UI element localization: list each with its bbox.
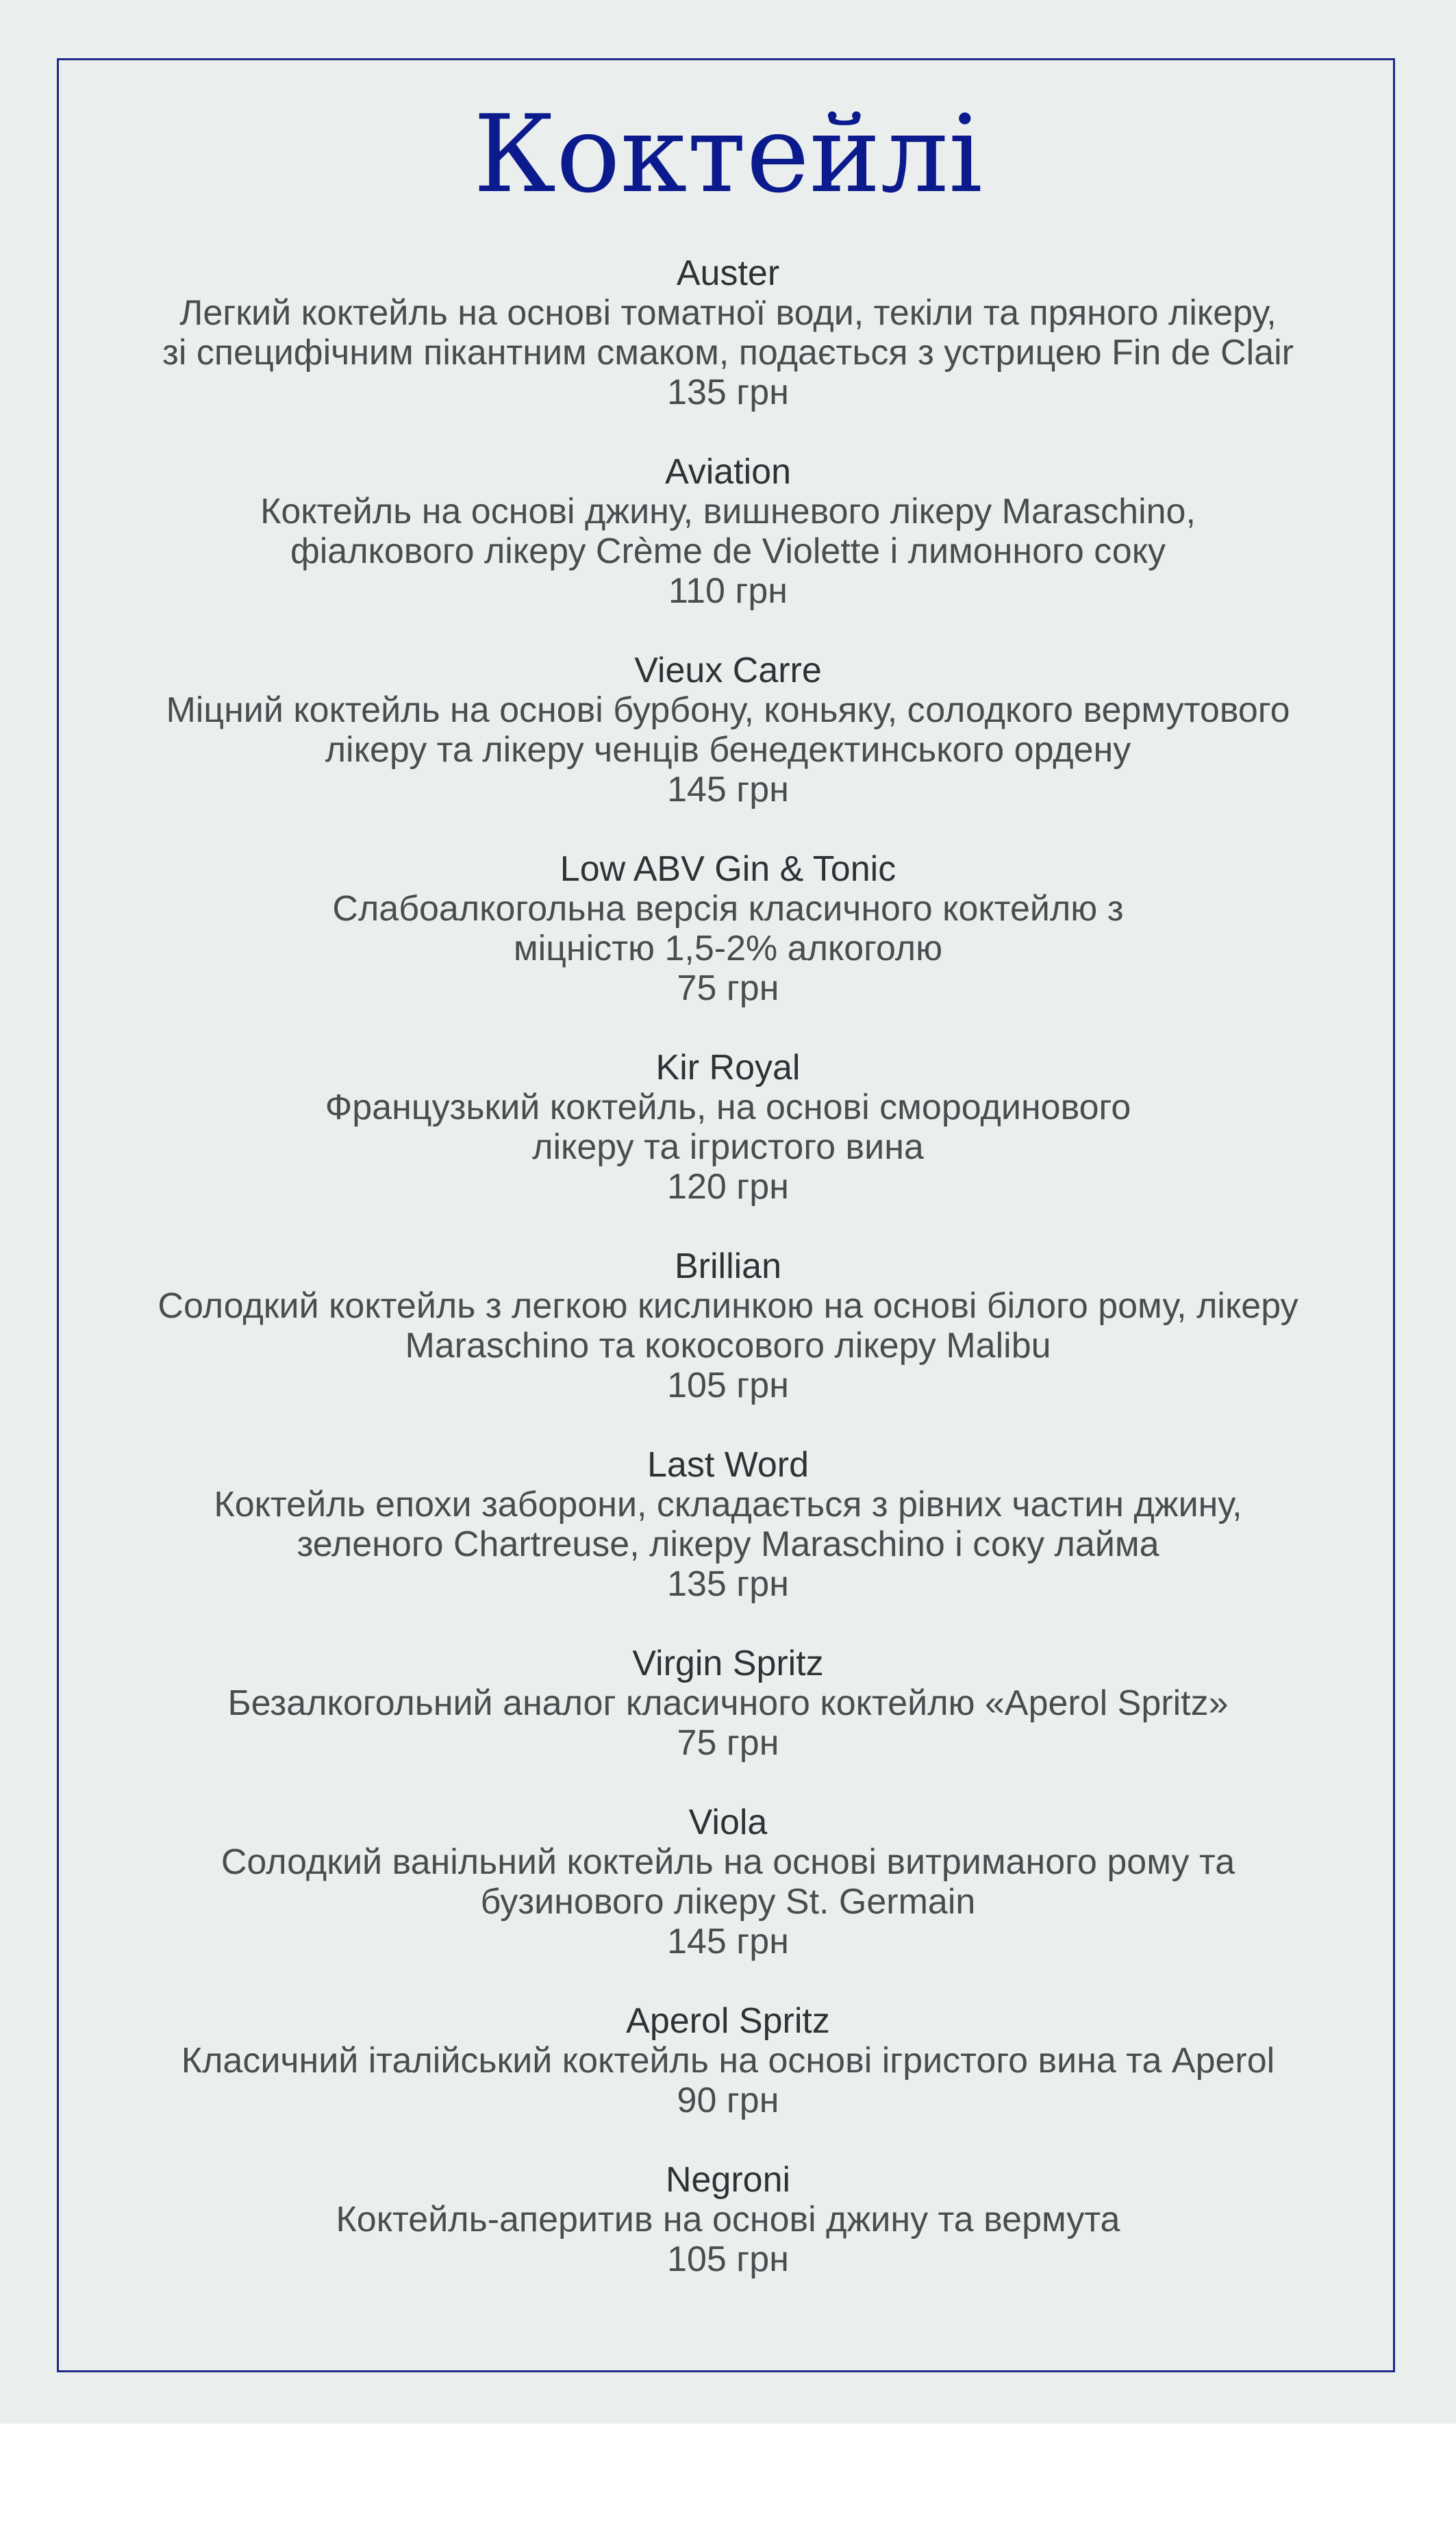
cocktail-description <box>0 1683 1456 1723</box>
menu-item <box>0 651 1456 809</box>
cocktail-name: Auster <box>676 253 780 293</box>
menu-item <box>0 452 1456 611</box>
cocktail-description <box>0 293 1456 373</box>
cocktail-price: 120 грн <box>667 1167 789 1207</box>
description-line: зі специфічним пікантним смаком, подається з устрицею Fin de Clair <box>162 333 1294 373</box>
cocktail-name: Viola <box>688 1803 768 1842</box>
cocktail-description <box>0 492 1456 571</box>
description-line: лікеру та лікеру ченців бенедектинського ордену <box>325 730 1131 770</box>
cocktail-price: 105 грн <box>667 1366 789 1405</box>
cocktail-name: Low ABV Gin & Tonic <box>560 849 896 889</box>
cocktail-description <box>0 889 1456 968</box>
description-line: лікеру та ігристого вина <box>532 1127 924 1167</box>
description-line: Коктейль на основі джину, вишневого лікеру Maraschino, <box>260 492 1196 531</box>
cocktail-name: Aviation <box>664 452 792 492</box>
menu-item <box>0 253 1456 412</box>
cocktail-description <box>0 1842 1456 1922</box>
description-line: Солодкий коктейль з легкою кислинкою на основі білого рому, лікеру <box>158 1286 1298 1326</box>
page-title: Коктейлі <box>473 92 983 216</box>
description-line: Міцний коктейль на основі бурбону, коньяку, солодкого вермутового <box>166 690 1290 730</box>
description-line: Коктейль епохи заборони, складається з рівних частин джину, <box>214 1485 1242 1524</box>
description-line: Солодкий ванільний коктейль на основі витриманого рому та <box>221 1842 1235 1882</box>
cocktail-price: 145 грн <box>667 1922 789 1961</box>
description-line: Французький коктейль, на основі смородинового <box>325 1088 1131 1127</box>
menu-item <box>0 1445 1456 1604</box>
cocktail-price: 135 грн <box>667 373 789 412</box>
cocktail-price: 145 грн <box>667 770 789 809</box>
menu-item <box>0 849 1456 1008</box>
menu-item <box>0 2160 1456 2279</box>
cocktail-description <box>0 1485 1456 1564</box>
menu-item <box>0 2001 1456 2120</box>
menu-item <box>0 1048 1456 1207</box>
cocktail-name: Kir Royal <box>655 1048 801 1088</box>
description-line: фіалкового лікеру Crème de Violette і лимонного соку <box>290 531 1166 571</box>
cocktail-price: 75 грн <box>677 968 779 1008</box>
menu-item <box>0 1246 1456 1405</box>
cocktail-name: Aperol Spritz <box>626 2001 830 2041</box>
cocktail-price: 75 грн <box>677 1723 779 1763</box>
cocktail-description <box>0 2041 1456 2081</box>
cocktail-price: 105 грн <box>667 2239 789 2279</box>
description-line: Слабоалкогольна версія класичного коктейлю з <box>332 889 1124 929</box>
cocktail-list <box>0 253 1456 2319</box>
description-line: міцністю 1,5-2% алкоголю <box>513 929 943 968</box>
cocktail-description <box>0 2200 1456 2239</box>
description-line: Коктейль-аперитив на основі джину та вермута <box>336 2200 1120 2239</box>
cocktail-price: 135 грн <box>667 1564 789 1604</box>
description-line: Легкий коктейль на основі томатної води, текіли та пряного лікеру, <box>179 293 1277 333</box>
cocktail-name: Negroni <box>665 2160 791 2200</box>
description-line: Maraschino та кокосового лікеру Malibu <box>405 1326 1051 1366</box>
cocktail-price: 110 грн <box>668 571 788 611</box>
cocktail-description <box>0 690 1456 770</box>
description-line: Класичний італійський коктейль на основі ігристого вина та Aperol <box>181 2041 1275 2081</box>
cocktail-name: Brillian <box>674 1246 782 1286</box>
menu-item <box>0 1803 1456 1961</box>
description-line: бузинового лікеру St. Germain <box>480 1882 976 1922</box>
cocktail-name: Last Word <box>647 1445 809 1485</box>
cocktail-name: Vieux Carre <box>634 651 822 690</box>
cocktail-price: 90 грн <box>677 2081 779 2120</box>
cocktail-description <box>0 1088 1456 1167</box>
cocktail-description <box>0 1286 1456 1366</box>
description-line: Безалкогольний аналог класичного коктейлю «Aperol Spritz» <box>227 1683 1229 1723</box>
cocktail-name: Virgin Spritz <box>632 1644 824 1683</box>
description-line: зеленого Chartreuse, лікеру Maraschino і соку лайма <box>297 1524 1159 1564</box>
menu-item <box>0 1644 1456 1763</box>
